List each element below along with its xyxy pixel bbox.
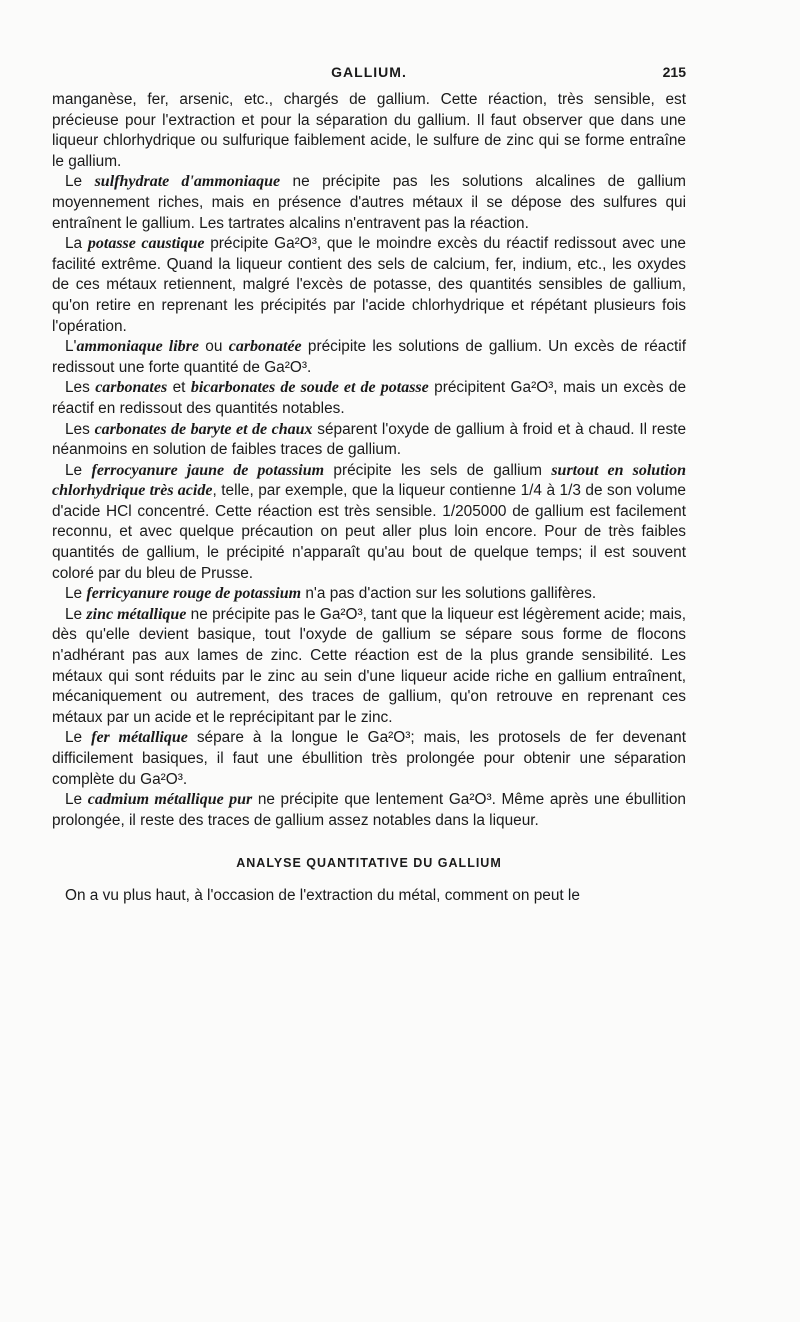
paragraph-prefix: Le xyxy=(65,605,87,623)
paragraph xyxy=(52,420,686,461)
paragraph-text: n'a pas d'action sur les solutions gallifères. xyxy=(301,585,597,603)
paragraph xyxy=(52,172,686,234)
reagent-term: carbonatée xyxy=(228,338,302,356)
reagent-term: carbonates xyxy=(95,379,168,397)
paragraph xyxy=(52,378,686,419)
paragraph-prefix: Le xyxy=(65,173,95,191)
reagent-term: cadmium métallique pur xyxy=(87,791,253,809)
running-header xyxy=(52,64,686,86)
paragraph-prefix: L' xyxy=(65,338,77,356)
paragraph-prefix: Le xyxy=(65,585,87,603)
paragraph-connector: et xyxy=(167,379,191,397)
paragraph-prefix: Le xyxy=(65,461,92,479)
reagent-term: potasse caustique xyxy=(87,235,205,253)
paragraph-text: ne précipite pas le Ga²O³, tant que la liqueur est légèrement acide; mais, dès qu'elle devient basique, tout l'oxyde de gallium se sépare sous forme de flocons n'adhérant pas aux lames de zinc. Cette réaction est de la plus grande sensibilité. Les métaux qui sont réduits par le zinc au sein d'une liqueur acide riche en gallium entraînent, mécaniquement ou autrement, des traces de gallium, qu'on retrouve en reprenant ces métaux par un acide et le reprécipitant par le zinc. xyxy=(52,605,687,726)
paragraph-text: sépare à la longue le Ga²O³; mais, les protosels de fer devenant difficilement basiques, il faut une ébullition très prolongée pour obtenir une séparation complète du Ga²O³. xyxy=(52,729,686,788)
reagent-term: ferrocyanure jaune de potassium xyxy=(91,461,325,479)
paragraph-text: précipite les solutions de gallium. Un excès de réactif redissout une forte quantité de Ga²O³. xyxy=(52,338,686,376)
paragraph-text: On a vu plus haut, à l'occasion de l'extraction du métal, comment on peut le xyxy=(65,886,580,904)
paragraph-text: ne précipite pas les solutions alcalines de gallium moyennement riches, mais en présence d'autres métaux il se dépose des sulfures qui entraînent le gallium. Les tartrates alcalins n'entravent pas la réaction. xyxy=(52,173,686,232)
paragraph-prefix: La xyxy=(65,235,88,253)
paragraph-text: ne précipite que lentement Ga²O³. Même après une ébullition prolongée, il reste des traces de gallium assez notables dans la liqueur. xyxy=(52,791,686,829)
section-heading: ANALYSE QUANTITATIVE DU GALLIUM xyxy=(236,856,502,871)
paragraph xyxy=(52,90,686,172)
paragraph xyxy=(52,584,686,605)
paragraph-prefix: Les xyxy=(65,420,95,438)
reagent-term: bicarbonates de soude et de potasse xyxy=(190,379,429,397)
paragraph-prefix: Les xyxy=(65,379,96,397)
paragraph-text: précipite Ga²O³, que le moindre excès du réactif redissout avec une facilité extrême. Quand la liqueur contient des sels de calcium, fer, indium, etc., les oxydes de ces métaux retiennent, malgré l'excès de potasse, des quantités sensibles de gallium, qu'on retire en reprenant les précipités par l'acide chlorhydrique et répétant plusieurs fois l'opération. xyxy=(52,235,686,335)
reagent-term: sulfhydrate d'ammoniaque xyxy=(94,173,281,191)
paragraph xyxy=(52,790,686,831)
running-title: GALLIUM. xyxy=(331,64,407,80)
paragraph-connector: ou xyxy=(198,338,229,356)
reagent-term: ferricyanure rouge de potassium xyxy=(86,585,302,603)
paragraph-text: , telle, par exemple, que la liqueur contienne 1/4 à 1/3 de son volume d'acide HCl concentré. Cette réaction est très sensible. 1/205000 de gallium est facilement reconnu, et avec quelque précaution on peut aller plus loin encore. Pour de très faibles quantités de gallium, le précipité n'apparaît qu'au bout de quelque temps; il est souvent coloré par du bleu de Prusse. xyxy=(52,482,686,582)
paragraph-prefix: Le xyxy=(65,791,88,809)
paragraph xyxy=(52,337,686,378)
paragraph-connector: précipite les sels de gallium xyxy=(324,461,552,479)
paragraph-text: précipitent Ga²O³, mais un excès de réactif en redissout des quantités notables. xyxy=(52,379,687,417)
reagent-term: surtout en solution chlorhydrique très acide xyxy=(52,461,686,500)
reagent-term: fer métallique xyxy=(91,729,188,747)
paragraph xyxy=(52,728,686,790)
reagent-term: zinc métallique xyxy=(86,605,187,623)
body-text xyxy=(52,90,686,907)
page-number: 215 xyxy=(662,64,686,80)
paragraph xyxy=(52,886,686,907)
paragraph-text: séparent l'oxyde de gallium à froid et à chaud. Il reste néanmoins en solution de faibles traces de gallium. xyxy=(52,420,687,459)
reagent-term: ammoniaque libre xyxy=(76,338,199,356)
reagent-term: carbonates de baryte et de chaux xyxy=(94,420,313,438)
paragraph xyxy=(52,605,686,729)
paragraph-text: manganèse, fer, arsenic, etc., chargés de gallium. Cette réaction, très sensible, est précieuse pour l'extraction et pour la séparation du gallium. Il faut observer que dans une liqueur chlorhydrique ou sulfurique faiblement acide, le sulfure de zinc qui se forme entraîne le gallium. xyxy=(52,91,686,170)
paragraph-prefix: Le xyxy=(65,729,92,747)
paragraph xyxy=(52,234,686,337)
paragraph xyxy=(52,461,686,585)
